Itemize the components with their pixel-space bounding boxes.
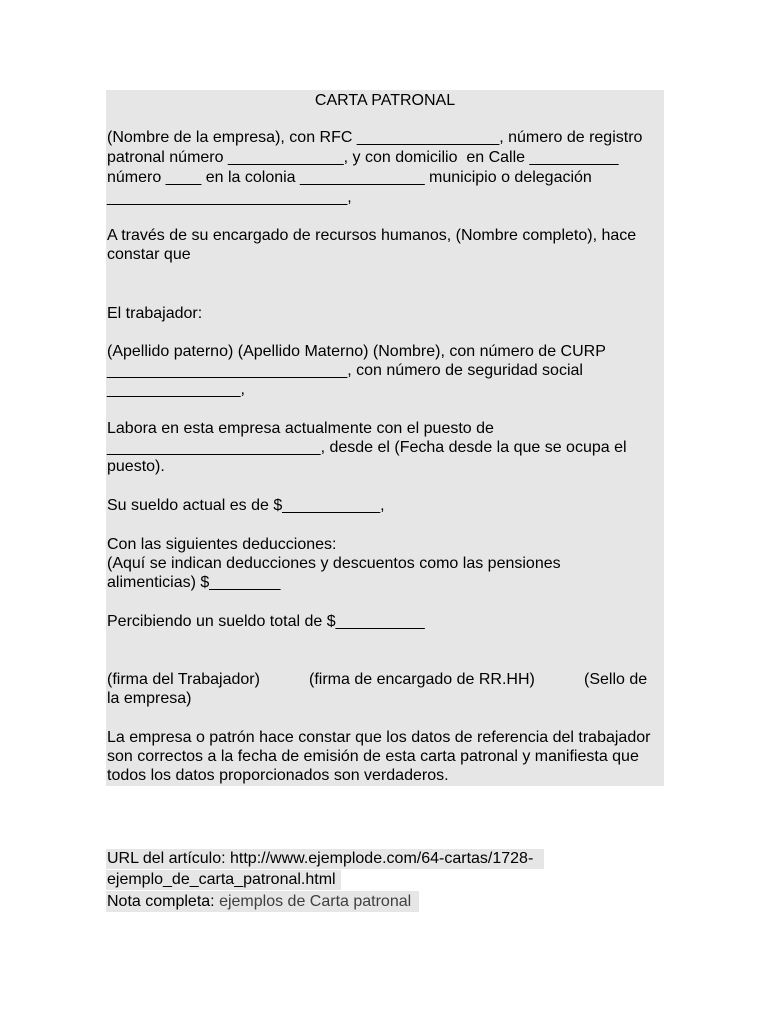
paragraph-line: ___________________________, [107, 189, 352, 206]
paragraph-line: alimenticias) $________ [107, 574, 281, 591]
worker-signature-label: (firma del Trabajador) [107, 671, 260, 688]
total-salary-line: Percibiendo un sueldo total de $__________ [107, 613, 425, 630]
paragraph-line: ________________________, desde el (Fecha desde la que se ocupa el [107, 439, 627, 456]
company-seal-label-cont: la empresa) [107, 690, 192, 707]
article-url-label: URL del artículo: http://www.ejemplode.com/64-cartas/1728- [107, 850, 534, 867]
closing-line: son correctos a la fecha de emisión de esta carta patronal y manifiesta que [107, 748, 639, 765]
paragraph-line: patronal número _____________, y con domicilio en Calle __________ [107, 149, 619, 166]
paragraph-line: Con las siguientes deducciones: [107, 536, 337, 553]
paragraph-line: _______________, [107, 381, 245, 398]
document-title: CARTA PATRONAL [314, 92, 456, 109]
salary-line: Su sueldo actual es de $___________, [107, 497, 385, 514]
paragraph-line: ___________________________, con número de seguridad social [107, 362, 583, 379]
company-seal-label: (Sello de [584, 671, 648, 688]
closing-line: La empresa o patrón hace constar que los datos de referencia del trabajador [107, 729, 651, 746]
paragraph-line: (Apellido paterno) (Apellido Materno) (Nombre), con número de CURP [107, 343, 606, 360]
full-note-link[interactable]: ejemplos de Carta patronal [219, 893, 412, 910]
paragraph-line: constar que [107, 246, 191, 263]
paragraph-line: puesto). [107, 458, 165, 475]
closing-line: todos los datos proporcionados son verdaderos. [107, 767, 449, 784]
paragraph-line: número ____ en la colonia ______________ municipio o delegación [107, 169, 592, 186]
paragraph-line: Labora en esta empresa actualmente con el puesto de [107, 420, 494, 437]
article-url-cont: ejemplo_de_carta_patronal.html [107, 871, 336, 888]
paragraph-line: (Aquí se indican deducciones y descuentos como las pensiones [107, 555, 561, 572]
full-note-label: Nota completa: [107, 893, 220, 910]
worker-label: El trabajador: [107, 305, 203, 322]
hr-signature-label: (firma de encargado de RR.HH) [309, 671, 535, 688]
full-note-line [107, 892, 411, 912]
paragraph-line: A través de su encargado de recursos humanos, (Nombre completo), hace [107, 227, 637, 244]
paragraph-line: (Nombre de la empresa), con RFC ________________, número de registro [107, 129, 643, 146]
